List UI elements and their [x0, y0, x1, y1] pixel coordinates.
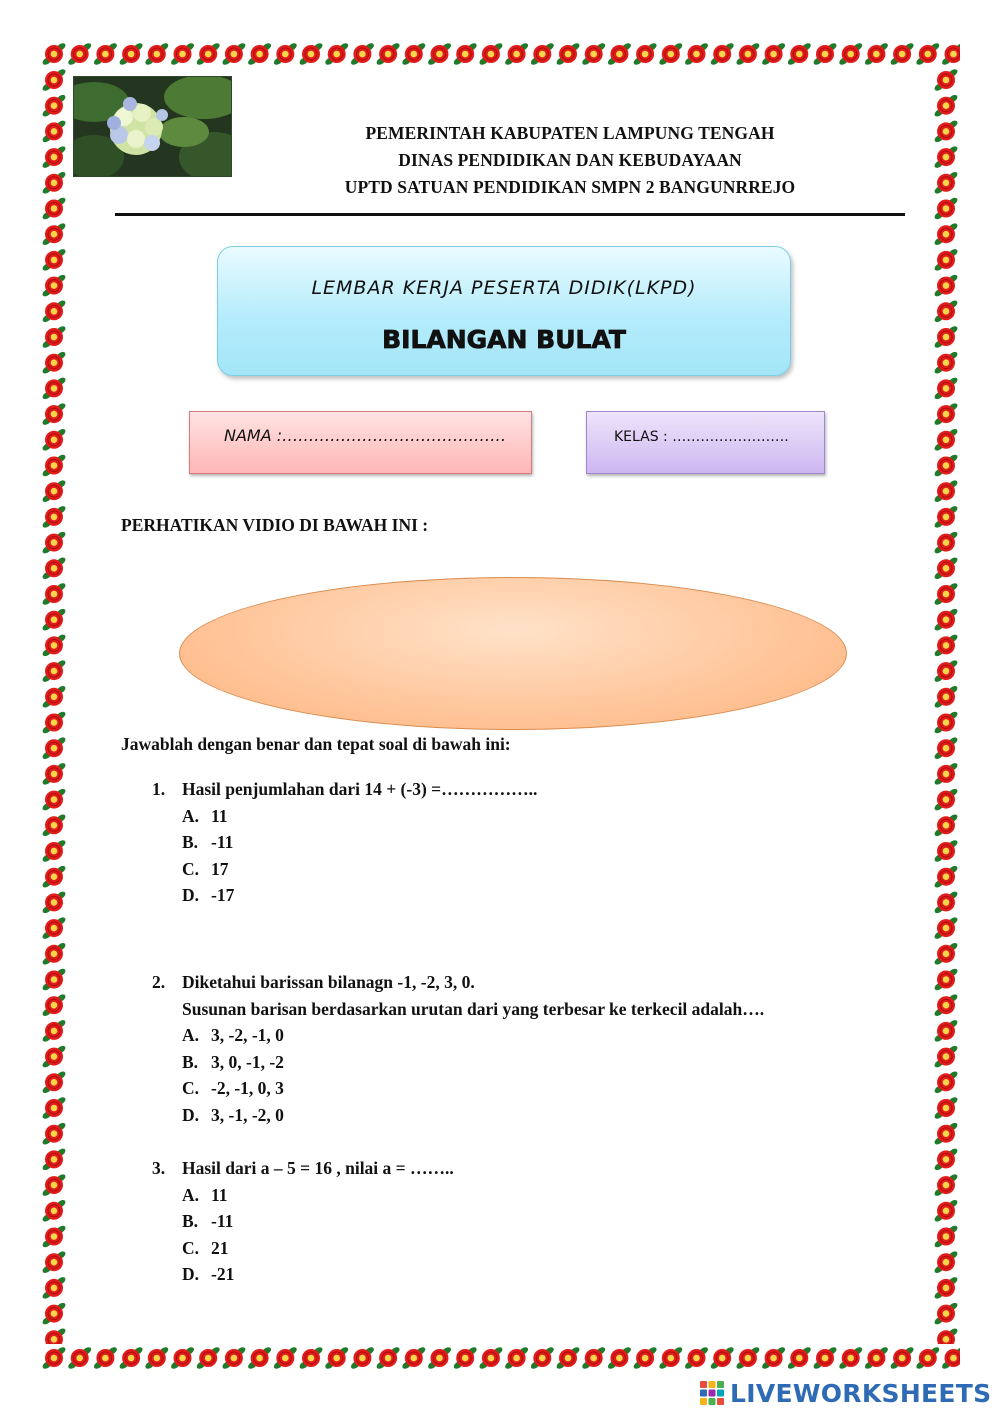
option-b[interactable]: [182, 829, 537, 856]
flower-icon: [933, 941, 959, 966]
flower-icon: [933, 787, 959, 812]
flower-icon: [41, 1019, 67, 1044]
flower-icon: [658, 1346, 684, 1371]
flower-icon: [41, 273, 67, 298]
flower-icon: [933, 530, 959, 555]
flower-icon: [581, 42, 607, 67]
flower-icon: [658, 42, 684, 67]
flower-icon: [933, 1096, 959, 1121]
flower-icon: [41, 299, 67, 324]
flower-icon: [933, 890, 959, 915]
flower-icon: [41, 1121, 67, 1146]
flower-icon: [933, 684, 959, 709]
flower-icon: [933, 1070, 959, 1095]
flower-icon: [41, 762, 67, 787]
option-c[interactable]: [182, 856, 537, 883]
flower-icon: [41, 145, 67, 170]
option-a[interactable]: [182, 1182, 454, 1209]
flower-icon: [933, 993, 959, 1018]
flower-icon: [452, 1346, 478, 1371]
flower-icon: [933, 556, 959, 581]
flower-icon: [933, 1250, 959, 1275]
flower-icon: [41, 736, 67, 761]
flower-icon: [933, 710, 959, 735]
flower-icon: [812, 1346, 838, 1371]
flower-icon: [41, 813, 67, 838]
flower-icon: [375, 1346, 401, 1371]
flower-icon: [684, 1346, 710, 1371]
flower-icon: [41, 170, 67, 195]
flower-icon: [195, 1346, 221, 1371]
flower-icon: [452, 42, 478, 67]
flower-icon: [118, 42, 144, 67]
flower-icon: [41, 787, 67, 812]
letterhead: [230, 120, 910, 201]
flower-icon: [933, 916, 959, 941]
flower-icon: [933, 864, 959, 889]
letterhead-line-2: DINAS PENDIDIKAN DAN KEBUDAYAAN: [398, 150, 742, 170]
question-number: 3.: [152, 1158, 166, 1178]
letterhead-line-3: UPTD SATUAN PENDIDIKAN SMPN 2 BANGUNRREJO: [344, 177, 796, 197]
title-box: [217, 246, 791, 376]
flower-icon: [933, 1044, 959, 1069]
flower-icon: [247, 1346, 273, 1371]
worksheet-title: BILANGAN BULAT: [382, 325, 626, 354]
flower-icon: [41, 659, 67, 684]
liveworksheets-logo-icon: [700, 1381, 724, 1405]
flower-icon: [41, 93, 67, 118]
flower-icon: [933, 479, 959, 504]
question-text: Susunan barisan berdasarkan urutan dari yang terbesar ke terkecil adalah….: [182, 998, 765, 1019]
flower-icon: [933, 170, 959, 195]
flower-icon: [41, 993, 67, 1018]
flower-icon: [350, 1346, 376, 1371]
option-letter: C.: [182, 1078, 200, 1098]
flower-icon: [607, 42, 633, 67]
flower-icon: [478, 42, 504, 67]
flower-icon: [933, 659, 959, 684]
option-b[interactable]: [182, 1208, 454, 1235]
flower-icon: [581, 1346, 607, 1371]
option-text: 3, -2, -1, 0: [211, 1025, 284, 1045]
flower-icon: [41, 1070, 67, 1095]
flower-icon: [41, 1276, 67, 1301]
flower-icon: [933, 427, 959, 452]
flower-icon: [170, 42, 196, 67]
video-instruction: PERHATIKAN VIDIO DI BAWAH INI :: [121, 515, 429, 535]
flower-icon: [933, 839, 959, 864]
option-b[interactable]: [182, 1049, 764, 1076]
flower-icon: [350, 42, 376, 67]
liveworksheets-logo[interactable]: [700, 1378, 991, 1408]
flower-icon: [41, 582, 67, 607]
flower-icon: [41, 684, 67, 709]
flower-icon: [933, 1327, 959, 1344]
flower-icon: [933, 1276, 959, 1301]
flower-icon: [838, 1346, 864, 1371]
flower-icon: [933, 376, 959, 401]
flower-icon: [93, 42, 119, 67]
flower-icon: [93, 1346, 119, 1371]
option-letter: A.: [182, 805, 200, 826]
flower-icon: [41, 402, 67, 427]
flower-icon: [933, 1173, 959, 1198]
option-letter: B.: [182, 1051, 199, 1072]
flower-icon: [41, 248, 67, 273]
flower-icon: [272, 1346, 298, 1371]
liveworksheets-logo-text: LIVEWORKSHEETS: [730, 1378, 992, 1408]
flower-icon: [41, 1147, 67, 1172]
flower-icon: [41, 350, 67, 375]
flower-icon: [41, 42, 67, 67]
flower-icon: [41, 1346, 67, 1371]
flower-icon: [915, 1346, 941, 1371]
flower-icon: [761, 42, 787, 67]
flower-icon: [933, 1301, 959, 1326]
flower-icon: [504, 42, 530, 67]
letterhead-divider: [115, 213, 905, 216]
option-text: 21: [211, 1237, 229, 1258]
question-text: Hasil dari a – 5 = 16 , nilai a = ……..: [182, 1158, 454, 1178]
letterhead-line-1: PEMERINTAH KABUPATEN LAMPUNG TENGAH: [365, 123, 775, 143]
flower-border-right: [932, 68, 960, 1344]
flower-icon: [41, 376, 67, 401]
flower-icon: [41, 1301, 67, 1326]
flower-icon: [933, 68, 959, 92]
option-letter: D.: [182, 1104, 200, 1125]
flower-icon: [933, 1019, 959, 1044]
flower-border-bottom: [40, 1344, 960, 1372]
flower-icon: [786, 42, 812, 67]
video-placeholder[interactable]: [179, 577, 847, 730]
option-text: -2, -1, 0, 3: [211, 1078, 284, 1098]
option-text: 17: [211, 858, 229, 879]
flower-icon: [933, 222, 959, 247]
flower-icon: [709, 1346, 735, 1371]
flower-icon: [889, 42, 915, 67]
flower-icon: [632, 1346, 658, 1371]
flower-icon: [812, 42, 838, 67]
flower-icon: [864, 1346, 890, 1371]
flower-icon: [933, 299, 959, 324]
flower-icon: [735, 42, 761, 67]
flower-icon: [427, 1346, 453, 1371]
flower-icon: [272, 42, 298, 67]
flower-icon: [933, 119, 959, 144]
flower-border-left: [40, 68, 68, 1344]
option-text: 11: [211, 1184, 228, 1205]
flower-icon: [933, 813, 959, 838]
flower-icon: [735, 1346, 761, 1371]
question-number: 1.: [152, 779, 166, 799]
flower-icon: [933, 762, 959, 787]
flower-icon: [41, 196, 67, 221]
flower-icon: [941, 1346, 960, 1371]
flower-icon: [555, 42, 581, 67]
flower-icon: [933, 736, 959, 761]
flower-icon: [144, 1346, 170, 1371]
flower-icon: [195, 42, 221, 67]
flower-icon: [933, 325, 959, 350]
flower-icon: [41, 427, 67, 452]
flower-icon: [41, 119, 67, 144]
question-number: 2.: [152, 972, 166, 992]
flower-icon: [41, 941, 67, 966]
flower-border-top: [40, 40, 960, 68]
class-field-label: KELAS : …………………….: [614, 429, 789, 445]
flower-icon: [41, 916, 67, 941]
option-a[interactable]: [182, 1022, 764, 1049]
flower-icon: [41, 530, 67, 555]
flower-icon: [933, 145, 959, 170]
flower-icon: [684, 42, 710, 67]
flower-icon: [761, 1346, 787, 1371]
flower-icon: [41, 68, 67, 92]
flower-icon: [41, 1096, 67, 1121]
flower-icon: [933, 93, 959, 118]
flower-icon: [933, 248, 959, 273]
flower-icon: [933, 196, 959, 221]
hydrangea-photo: [73, 76, 232, 177]
flower-icon: [41, 1327, 67, 1344]
name-field[interactable]: [189, 411, 532, 474]
flower-icon: [41, 890, 67, 915]
option-text: -11: [211, 832, 234, 852]
flower-icon: [933, 607, 959, 632]
flower-icon: [41, 864, 67, 889]
option-text: -21: [211, 1264, 235, 1284]
flower-icon: [786, 1346, 812, 1371]
flower-icon: [41, 1173, 67, 1198]
option-text: 11: [211, 805, 228, 826]
flower-icon: [933, 273, 959, 298]
option-d[interactable]: [182, 1102, 764, 1129]
flower-icon: [41, 479, 67, 504]
flower-icon: [478, 1346, 504, 1371]
flower-icon: [889, 1346, 915, 1371]
flower-icon: [41, 1198, 67, 1223]
flower-icon: [41, 633, 67, 658]
flower-icon: [324, 1346, 350, 1371]
flower-icon: [298, 42, 324, 67]
flower-icon: [933, 582, 959, 607]
flower-icon: [933, 402, 959, 427]
flower-icon: [67, 42, 93, 67]
option-letter: C.: [182, 1237, 200, 1258]
flower-icon: [41, 607, 67, 632]
flower-icon: [41, 222, 67, 247]
flower-icon: [933, 633, 959, 658]
option-c[interactable]: [182, 1235, 454, 1262]
option-text: -11: [211, 1211, 234, 1231]
flower-icon: [838, 42, 864, 67]
flower-icon: [41, 1044, 67, 1069]
flower-icon: [298, 1346, 324, 1371]
option-d[interactable]: [182, 1261, 454, 1288]
flower-icon: [41, 967, 67, 992]
flower-icon: [41, 1224, 67, 1249]
flower-icon: [933, 1147, 959, 1172]
option-letter: C.: [182, 858, 200, 879]
flower-icon: [529, 1346, 555, 1371]
flower-icon: [941, 42, 960, 67]
flower-icon: [41, 839, 67, 864]
option-text: -17: [211, 885, 235, 905]
flower-icon: [933, 1198, 959, 1223]
option-letter: D.: [182, 1264, 200, 1284]
flower-icon: [41, 325, 67, 350]
option-text: 3, -1, -2, 0: [211, 1104, 284, 1125]
flower-icon: [144, 42, 170, 67]
flower-icon: [933, 505, 959, 530]
option-letter: A.: [182, 1184, 200, 1205]
flower-icon: [118, 1346, 144, 1371]
question-text: Diketahui barissan bilanagn -1, -2, 3, 0.: [182, 972, 475, 992]
flower-icon: [41, 556, 67, 581]
flower-icon: [933, 967, 959, 992]
flower-icon: [933, 350, 959, 375]
flower-icon: [41, 1250, 67, 1275]
flower-icon: [41, 505, 67, 530]
flower-icon: [632, 42, 658, 67]
option-c[interactable]: [182, 1075, 764, 1102]
option-letter: B.: [182, 832, 199, 852]
flower-icon: [607, 1346, 633, 1371]
worksheet-subtitle: LEMBAR KERJA PESERTA DIDIK(LKPD): [311, 277, 697, 299]
flower-icon: [41, 710, 67, 735]
flower-icon: [247, 42, 273, 67]
option-text: 3, 0, -1, -2: [211, 1051, 284, 1072]
flower-icon: [864, 42, 890, 67]
flower-icon: [504, 1346, 530, 1371]
class-field[interactable]: [586, 411, 825, 474]
option-letter: D.: [182, 885, 200, 905]
option-letter: B.: [182, 1211, 199, 1231]
flower-icon: [221, 1346, 247, 1371]
option-letter: A.: [182, 1025, 200, 1045]
flower-icon: [933, 453, 959, 478]
flower-icon: [324, 42, 350, 67]
flower-icon: [933, 1121, 959, 1146]
option-a[interactable]: [182, 803, 537, 830]
name-field-label: NAMA :……………………………………: [224, 426, 507, 445]
option-d[interactable]: [182, 882, 537, 909]
flower-icon: [529, 42, 555, 67]
flower-icon: [401, 42, 427, 67]
flower-icon: [221, 42, 247, 67]
flower-icon: [170, 1346, 196, 1371]
flower-icon: [555, 1346, 581, 1371]
flower-icon: [709, 42, 735, 67]
flower-icon: [401, 1346, 427, 1371]
flower-icon: [427, 42, 453, 67]
question-text: Hasil penjumlahan dari 14 + (-3) =……………..: [182, 779, 538, 799]
flower-icon: [933, 1224, 959, 1249]
flower-icon: [375, 42, 401, 67]
flower-icon: [915, 42, 941, 67]
answer-instruction: Jawablah dengan benar dan tepat soal di bawah ini:: [121, 734, 511, 754]
flower-icon: [67, 1346, 93, 1371]
flower-icon: [41, 453, 67, 478]
